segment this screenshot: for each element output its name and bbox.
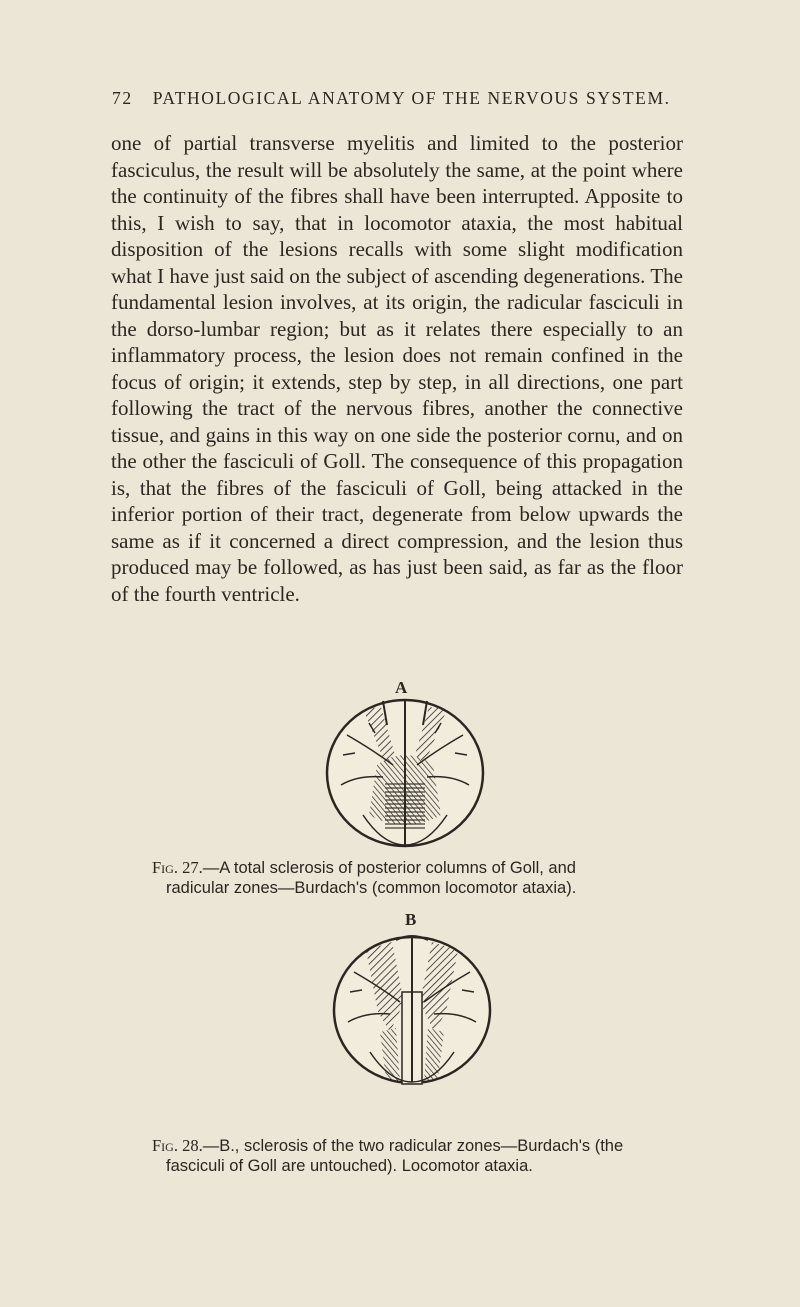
figure-a-caption-line1: —A total sclerosis of posterior columns of Goll, and (202, 859, 576, 877)
running-head (112, 88, 672, 109)
figure-a-caption-line2: radicular zones—Burdach's (common locomotor ataxia). (166, 879, 577, 897)
figure-a-spinal-cord-section (323, 695, 487, 855)
running-title: PATHOLOGICAL ANATOMY OF THE NERVOUS SYSTEM. (152, 88, 671, 108)
figure-b-spinal-cord-section (330, 932, 494, 1092)
page-number: 72 (112, 88, 133, 108)
body-paragraph: one of partial transverse myelitis and limited to the posterior fasciculus, the result will be absolutely the same, at the point where the continuity of the fibres shall have been interrupted. Apposite to this, I wish to say, that in locomotor ataxia, the most habitual disposition of the lesions recalls with some slight modification what I have just said on the subject of ascending degenerations. The fundamental lesion involves, at its origin, the radicular fasciculi in the dorso-lumbar region; but as it relates there especially to an inflammatory process, the lesion does not remain confined in the focus of origin; it extends, step by step, in all directions, one part following the tract of the nervous fibres, another the connective tissue, and gains in this way on one side the posterior cornu, and on the other the fasciculi of Goll. The consequence of this propagation is, that the fibres of the fasciculi of Goll, being attacked in the inferior portion of their tract, degenerate from below upwards the same as if it concerned a direct compression, and the lesion thus produced may be followed, as has just been said, as far as the floor of the fourth ventricle. (111, 131, 683, 606)
figure-a-letter: A (395, 678, 408, 697)
figure-b-caption-line2: fasciculi of Goll are untouched). Locomotor ataxia. (166, 1157, 533, 1175)
figure-a-number: Fig. 27. (152, 858, 203, 877)
figure-b-caption (152, 1136, 672, 1176)
figure-a-caption (152, 858, 672, 898)
figure-b-number: Fig. 28. (152, 1136, 203, 1155)
figure-b-letter: B (405, 910, 417, 929)
figure-b-caption-line1: —B., sclerosis of the two radicular zones—Burdach's (the (202, 1137, 624, 1155)
